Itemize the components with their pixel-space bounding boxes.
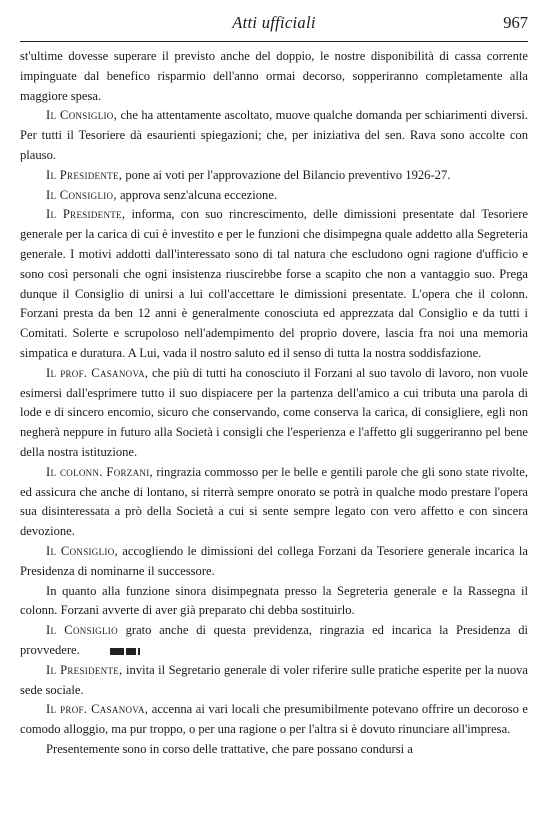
paragraph: Presentemente sono in corso delle trattative, che pare possano condursi a bbox=[46, 741, 413, 756]
paragraph: Il Presidente, pone ai voti per l'approvazione del Bilancio preventivo 1926-27. bbox=[46, 167, 451, 182]
ink-mark bbox=[110, 648, 144, 655]
paragraph: Il Consiglio, accogliendo le dimissioni del collega Forzani da Tesoriere generale incarica la Presidenza di nominarne il successore. bbox=[20, 543, 528, 578]
paragraph: Il prof. Casanova, accenna ai vari locali che presumibilmente potevano offrire un decoroso e comodo alloggio, ma pur troppo, o per una ragione o per l'altra si è dovuto rinunciare all'impresa. bbox=[20, 702, 528, 737]
paragraph: Il colonn. Forzani, ringrazia commosso per le belle e gentili parole che gli sono state rivolte, ed assicura che anche di lontano, si riterrà sempre onorato se potrà in qualche modo prestare l'opera sua disinteressata a prò della Società a cui si sente sempre legato con vero affetto e con sincera devozione. bbox=[20, 464, 529, 539]
header-rule bbox=[20, 41, 528, 42]
speaker: Il prof. Casanova, bbox=[46, 365, 149, 380]
page-number: 967 bbox=[503, 13, 528, 32]
speaker: Il Presidente, bbox=[46, 662, 123, 677]
page-body bbox=[20, 47, 528, 760]
speaker: Il Consiglio bbox=[46, 623, 118, 638]
speaker: Il Presidente, bbox=[46, 167, 123, 182]
running-title: Atti ufficiali bbox=[232, 13, 316, 32]
paragraph: Il Consiglio, che ha attentamente ascoltato, muove qualche domanda per schiarimenti diversi. Per tutti il Tesoriere dà esaurienti spiegazioni; che, per iniziativa del sen. Rava sono accolte con plauso. bbox=[20, 108, 528, 162]
paragraph: Il Presidente, informa, con suo rincrescimento, delle dimissioni presentate dal Tesoriere generale per la carica di cui è investito e per le funzioni che disimpegna quale addetto alla Segreteria generale. I motivi addotti dall'interessato sono di tal natura che escludono ogni ragione d'ufficio e sono così personali che ogni insistenza riuscirebbe forse a scapito che non a vantaggio suo. Prega dunque il Consiglio di unirsi a lui coll'accettare le dimissioni presentate. L'opera che il colonn. Forzani presta da ben 12 anni è generalmente conosciuta ed apprezzata dal Consiglio e da tutti i Comitati. Solerte e scrupoloso nell'adempimento del proprio dovere, lascia fra noi una memoria simpatica e duratura. A Lui, vada il nostro saluto ed il senso di tutta la nostra soddisfazione. bbox=[20, 207, 529, 360]
speaker: Il colonn. Forzani, bbox=[46, 464, 153, 479]
paragraph: Il Presidente, invita il Segretario generale di voler riferire sulle pratiche esperite per la nuova sede sociale. bbox=[20, 662, 529, 697]
paragraph: In quanto alla funzione sinora disimpegnata presso la Segreteria generale e la Rassegna il colonn. Forzani avverte di aver già preparato chi debba sostituirlo. bbox=[20, 583, 528, 618]
speaker: Il Consiglio, bbox=[46, 543, 118, 558]
speaker: Il Consiglio, bbox=[46, 108, 118, 123]
page-header bbox=[20, 13, 528, 39]
paragraph: Il Consiglio, approva senz'alcuna eccezione. bbox=[46, 187, 278, 202]
paragraph: Il Consiglio grato anche di questa previdenza, ringrazia ed incarica la Presidenza di provvedere. bbox=[20, 623, 528, 657]
speaker: Il Consiglio, bbox=[46, 187, 117, 202]
speaker: Il prof. Casanova, bbox=[46, 702, 149, 717]
paragraph: Il prof. Casanova, che più di tutti ha conosciuto il Forzani al suo tavolo di lavoro, non vuole esimersi dall'esprimere tutto il suo dispiacere per la partenza dell'amico a cui tributa una parola di lode e di sincero encomio, sicuro che conservando, come conserva la carica, di consigliere, egli non negherà neppure in futuro alla Società i consigli che l'esperienza e l'affetto gli suggeriranno pel bene della nostra istituzione. bbox=[20, 365, 528, 459]
paragraph: st'ultime dovesse superare il previsto anche del doppio, le nostre disponibilità di cassa corrente impinguate dal benefico risparmio dell'anno ormai decorso, sopperiranno completamente alla maggiore spesa. bbox=[20, 49, 528, 103]
speaker: Il Presidente, bbox=[46, 207, 126, 222]
